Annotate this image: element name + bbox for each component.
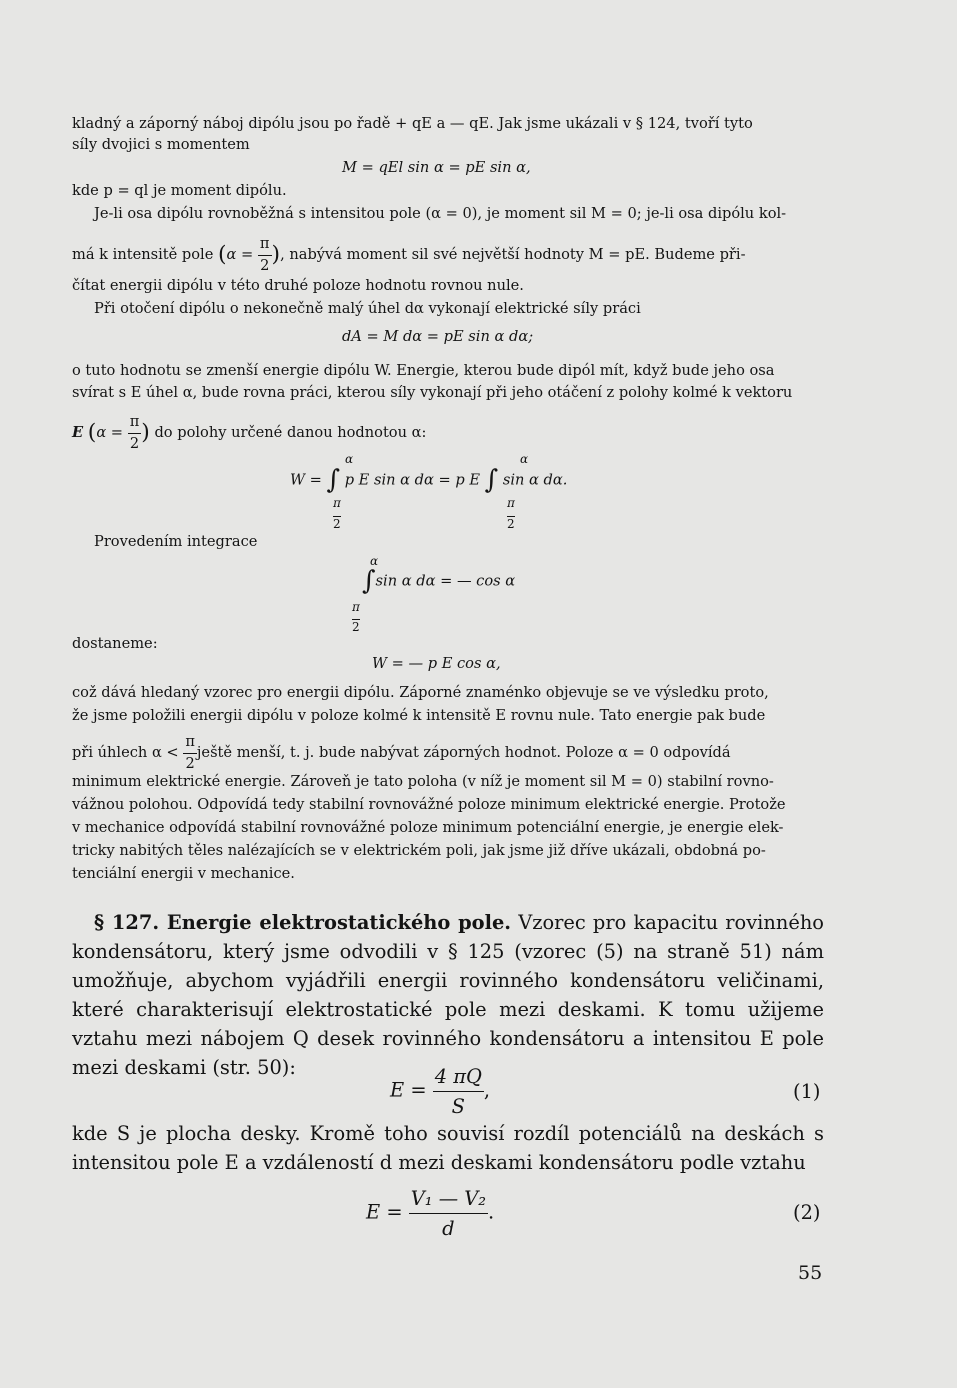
text-line: dostaneme:: [72, 635, 158, 652]
text-line: kde p = ql je moment dipólu.: [72, 182, 287, 199]
paragraph: kde S je plocha desky. Kromě toho souvisí rozdíl potenciálů na deskách s intensitou pole E a vzdáleností d mezi deskami kondensátoru podle vztahu: [72, 1122, 824, 1174]
equation-label: (2): [793, 1201, 821, 1224]
fraction: [433, 1062, 484, 1121]
text-fragment: při úhlech α <: [72, 744, 179, 761]
fraction: [409, 1184, 488, 1243]
eq-fragment: W =: [290, 471, 327, 489]
alpha-eq: α =: [226, 246, 254, 263]
text-line: čítat energii dipólu v této druhé poloze hodnotu rovnou nule.: [72, 277, 524, 294]
denominator: 2: [258, 255, 272, 277]
numerator: π: [259, 235, 270, 252]
eq-lhs: E =: [390, 1078, 427, 1102]
denominator: d: [409, 1213, 488, 1243]
eq-tail: .: [488, 1200, 495, 1224]
integral-sign: ∫: [362, 566, 376, 596]
section-paragraph: [72, 908, 824, 1082]
text-line: tenciální energii v mechanice.: [72, 865, 295, 882]
integral-upper-limit: α: [370, 554, 379, 568]
text-line: vážnou polohou. Odpovídá tedy stabilní rovnovážné poloze minimum elektrické energie. Protože: [72, 796, 786, 813]
paren-close: ): [271, 242, 281, 268]
paren-open: (: [87, 420, 97, 446]
section-heading: § 127. Energie elektrostatického pole.: [94, 911, 512, 934]
integral-lower-limit: 2: [352, 620, 360, 634]
vector-E: E: [72, 424, 84, 441]
text-line: kladný a záporný náboj dipólu jsou po řadě + qE a — qE. Jak jsme ukázali v § 124, tvoří tyto: [72, 115, 753, 132]
text-fragment: má k intensitě pole: [72, 246, 214, 263]
eq-fragment: sin α dα = — cos α: [375, 572, 516, 590]
fraction-pi-over-2: [128, 412, 142, 454]
integral-sign: ∫: [326, 465, 341, 495]
text-line: Provedením integrace: [94, 533, 258, 550]
equation-W-integral: [290, 465, 568, 495]
text-line-with-fraction: [72, 732, 731, 774]
equation-W-result: W = — p E cos α,: [372, 655, 501, 672]
eq-fragment: sin α dα.: [498, 471, 568, 489]
text-line: Je-li osa dipólu rovnoběžná s intensitou pole (α = 0), je moment sil M = 0; je-li osa dipólu kol-: [94, 205, 787, 222]
text-line: tricky nabitých těles nalézajících se v elektrickém poli, jak jsme již dříve ukázali, obdobná po-: [72, 842, 766, 859]
integral-sign: ∫: [484, 465, 499, 495]
paren-close: ): [141, 420, 150, 446]
text-fragment: ještě menší, t. j. bude nabývat záporných hodnot. Poloze α = 0 odpovídá: [196, 744, 731, 761]
eq-fragment: p E sin α dα = p E: [340, 471, 485, 489]
eq-lhs: E =: [366, 1200, 403, 1224]
denominator: 2: [183, 753, 197, 775]
text-line: o tuto hodnotu se zmenší energie dipólu W. Energie, kterou bude dipól mít, když bude jeho osa: [72, 362, 775, 379]
numerator: 4 πQ: [434, 1065, 482, 1088]
text-fragment: do polohy určené danou hodnotou α:: [154, 424, 427, 441]
text-line: svírat s E úhel α, bude rovna práci, kterou síly vykonají při jeho otáčení z polohy kolmé k vektoru: [72, 384, 793, 401]
equation-integral: [362, 566, 516, 596]
paren-open: (: [218, 242, 227, 268]
integral-lower-limit: 2: [507, 517, 515, 531]
text-line-with-fraction: [72, 234, 746, 276]
denominator: 2: [128, 433, 142, 455]
equation-1: [390, 1062, 490, 1121]
text-line: minimum elektrické energie. Zároveň je tato poloha (v níž je moment sil M = 0) stabilní rovno-: [72, 773, 774, 790]
alpha-eq: α =: [96, 424, 124, 441]
equation-2: [366, 1184, 494, 1243]
integral-lower-limit: π: [507, 496, 515, 510]
fraction-pi-over-2: [183, 732, 197, 774]
numerator: π: [129, 413, 140, 430]
denominator: S: [433, 1091, 484, 1121]
text-line: Při otočení dipólu o nekonečně malý úhel dα vykonají elektrické síly práci: [94, 300, 641, 317]
integral-upper-limit: α: [520, 452, 529, 466]
text-line-with-fraction: [72, 412, 426, 454]
page-number: 55: [798, 1262, 823, 1284]
equation-work: dA = M dα = pE sin α dα;: [342, 328, 534, 345]
numerator: π: [185, 733, 195, 750]
text-line: v mechanice odpovídá stabilní rovnovážné poloze minimum potenciální energie, je energie elek-: [72, 819, 784, 836]
equation-label: (1): [793, 1080, 821, 1103]
integral-lower-limit: π: [352, 600, 360, 614]
text-line: což dává hledaný vzorec pro energii dipólu. Záporné znaménko objevuje se ve výsledku proto,: [72, 684, 769, 701]
equation-moment: M = qEl sin α = pE sin α,: [342, 159, 531, 176]
eq-tail: ,: [483, 1078, 491, 1102]
numerator: V₁ — V₂: [410, 1187, 487, 1210]
integral-upper-limit: α: [345, 452, 354, 466]
text-fragment: , nabývá moment sil své největší hodnoty M = pE. Budeme při-: [280, 246, 746, 263]
integral-lower-limit: 2: [333, 517, 341, 531]
integral-lower-limit: π: [333, 496, 341, 510]
text-line: síly dvojici s momentem: [72, 136, 250, 153]
text-line: že jsme položili energii dipólu v poloze kolmé k intensitě E rovnu nule. Tato energie pak bude: [72, 707, 766, 724]
fraction-pi-over-2: [258, 234, 272, 276]
section-text: Vzorec pro kapacitu rovinného kondensátoru, který jsme odvodili v § 125 (vzorec (5) na straně 51) nám umožňuje, abychom vyjádřili energii rovinného kondensátoru veličinami, které charakterisují elektrostatické pole mezi deskami. K tomu užijeme vztahu mezi nábojem Q desek rovinného kondensátoru a intensitou E pole mezi deskami (str. 50):: [72, 911, 824, 1079]
